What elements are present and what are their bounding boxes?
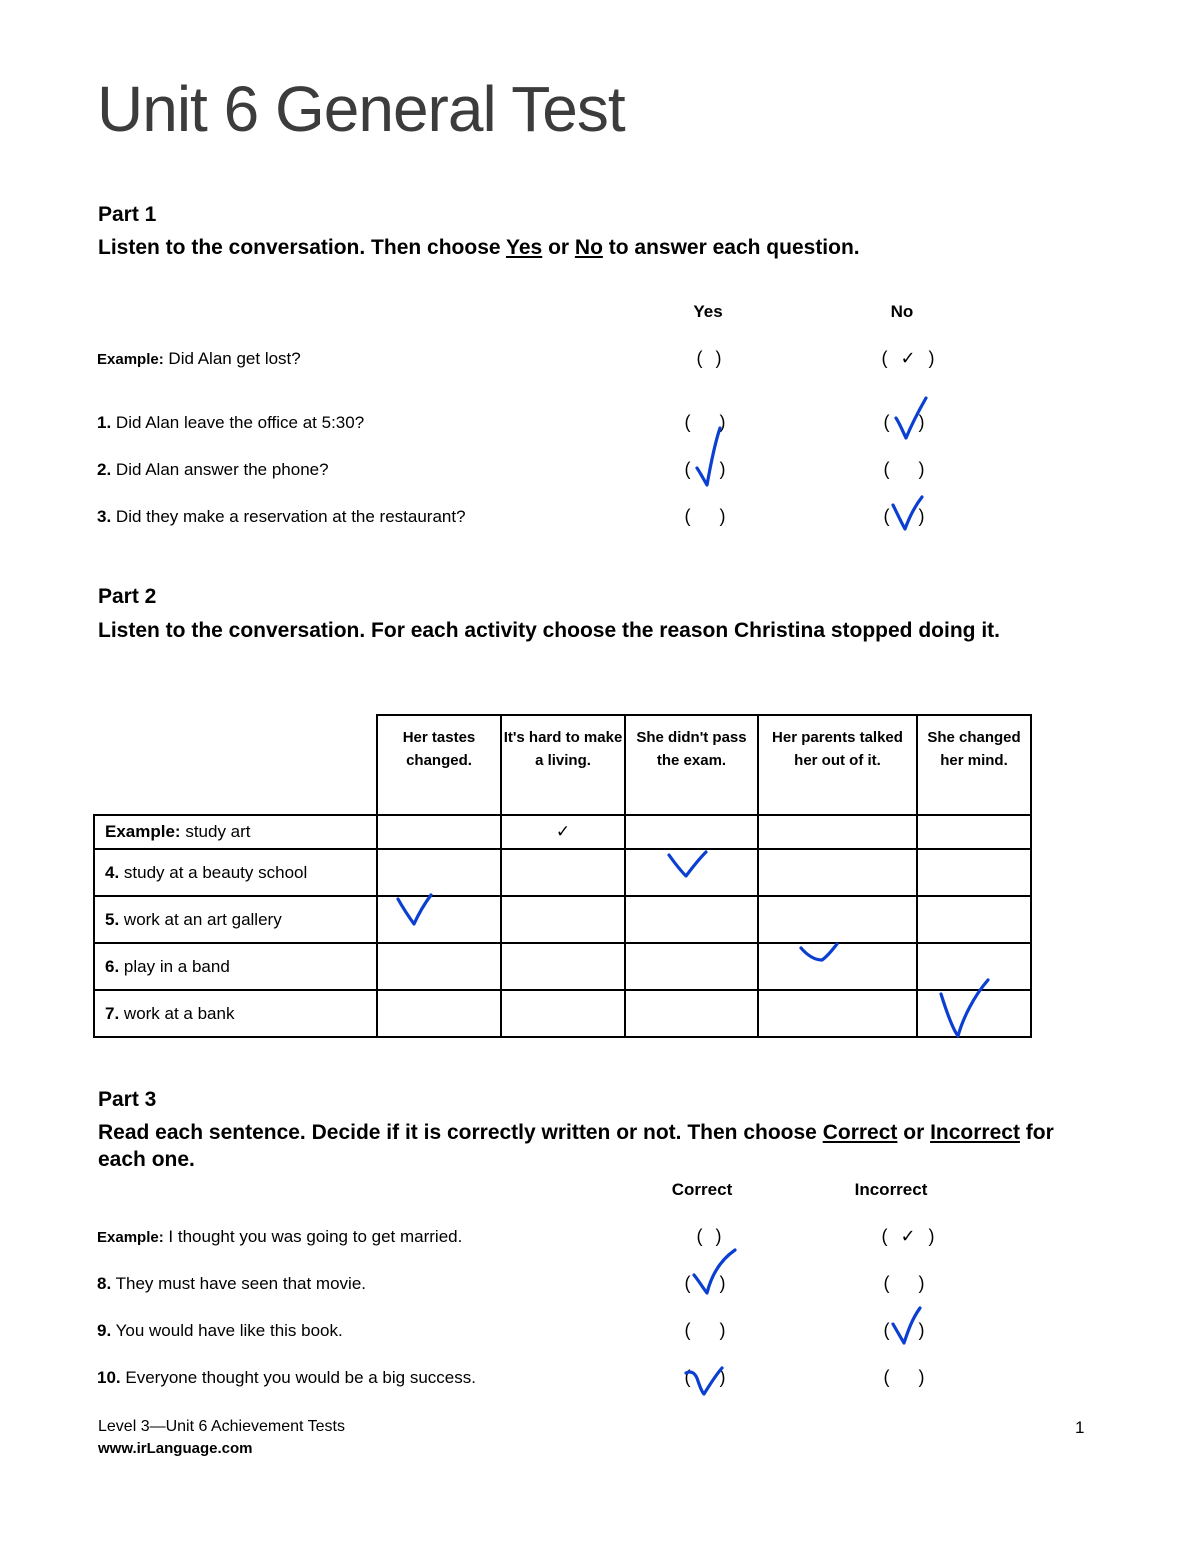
cell[interactable] bbox=[917, 849, 1031, 896]
col-header-living: It's hard to make a living. bbox=[501, 715, 625, 815]
table-row bbox=[94, 896, 1031, 943]
cell[interactable] bbox=[377, 943, 501, 990]
col-header-mind: She changed her mind. bbox=[917, 715, 1031, 815]
cell[interactable] bbox=[501, 990, 625, 1037]
col-header-exam: She didn't pass the exam. bbox=[625, 715, 758, 815]
q10-correct-choice[interactable]: ( ) bbox=[684, 1367, 738, 1387]
example-check-cell[interactable]: ✓ bbox=[501, 815, 625, 849]
cell[interactable] bbox=[758, 943, 917, 990]
table-corner bbox=[94, 715, 377, 815]
part3-instruction: Read each sentence. Decide if it is correctly written or not. Then choose Correct or Incorrect for each one. bbox=[98, 1121, 1054, 1171]
cell[interactable] bbox=[377, 815, 501, 849]
table-row bbox=[94, 849, 1031, 896]
part1-example-yes-choice[interactable]: ( ) bbox=[696, 348, 726, 368]
part3-question-8: 8. They must have seen that movie. bbox=[97, 1274, 367, 1293]
q10-incorrect-choice[interactable]: ( ) bbox=[883, 1367, 937, 1387]
cell[interactable] bbox=[501, 943, 625, 990]
q8-incorrect-choice[interactable]: ( ) bbox=[883, 1273, 937, 1293]
cell[interactable] bbox=[758, 990, 917, 1037]
footer-url[interactable]: www.irLanguage.com bbox=[98, 1440, 253, 1457]
cell[interactable] bbox=[625, 815, 758, 849]
q2-no-choice[interactable]: ( ) bbox=[883, 459, 937, 479]
part3-example: Example: I thought you was going to get married. bbox=[97, 1227, 463, 1246]
part1-label: Part 1 bbox=[98, 203, 157, 226]
part1-example-no-choice[interactable]: ( ✓ ) bbox=[881, 348, 939, 368]
q3-no-choice[interactable]: ( ) bbox=[883, 506, 937, 526]
example-activity: Example: study art bbox=[94, 815, 377, 849]
part3-question-10: 10. Everyone thought you would be a big success. bbox=[97, 1368, 476, 1387]
part3-label: Part 3 bbox=[98, 1088, 157, 1111]
part1-instruction: Listen to the conversation. Then choose Yes or No to answer each question. bbox=[98, 236, 860, 259]
part3-example-correct-choice[interactable]: ( ) bbox=[696, 1226, 726, 1246]
page-number: 1 bbox=[1075, 1418, 1085, 1437]
cell[interactable] bbox=[917, 896, 1031, 943]
q3-yes-choice[interactable]: ( ) bbox=[684, 506, 738, 526]
reasons-table bbox=[93, 714, 1032, 1038]
activity-5: 5. work at an art gallery bbox=[94, 896, 377, 943]
part1-question-1: 1. Did Alan leave the office at 5:30? bbox=[97, 413, 365, 432]
q1-no-choice[interactable]: ( ) bbox=[883, 412, 937, 432]
col-yes-header: Yes bbox=[693, 302, 723, 321]
q2-yes-choice[interactable]: ( ) bbox=[684, 459, 738, 479]
part1-example: Example: Did Alan get lost? bbox=[97, 349, 301, 368]
activity-6: 6. play in a band bbox=[94, 943, 377, 990]
part3-example-incorrect-choice[interactable]: ( ✓ ) bbox=[881, 1226, 939, 1246]
q9-incorrect-choice[interactable]: ( ) bbox=[883, 1320, 937, 1340]
cell[interactable] bbox=[917, 815, 1031, 849]
q8-correct-choice[interactable]: ( ) bbox=[684, 1273, 738, 1293]
col-header-parents: Her parents talked her out of it. bbox=[758, 715, 917, 815]
part2-instruction: Listen to the conversation. For each activity choose the reason Christina stopped doing it. bbox=[98, 619, 1000, 642]
col-header-tastes: Her tastes changed. bbox=[377, 715, 501, 815]
cell[interactable] bbox=[377, 849, 501, 896]
part1-question-3: 3. Did they make a reservation at the restaurant? bbox=[97, 507, 466, 526]
activity-7: 7. work at a bank bbox=[94, 990, 377, 1037]
q1-yes-choice[interactable]: ( ) bbox=[684, 412, 738, 432]
table-row bbox=[94, 990, 1031, 1037]
cell[interactable] bbox=[501, 849, 625, 896]
cell[interactable] bbox=[917, 990, 1031, 1037]
table-row bbox=[94, 815, 1031, 849]
page-title: Unit 6 General Test bbox=[97, 73, 625, 145]
cell[interactable] bbox=[758, 849, 917, 896]
col-correct-header: Correct bbox=[671, 1180, 733, 1199]
cell[interactable] bbox=[625, 896, 758, 943]
cell[interactable] bbox=[501, 896, 625, 943]
cell[interactable] bbox=[625, 943, 758, 990]
part1-question-2: 2. Did Alan answer the phone? bbox=[97, 460, 329, 479]
cell[interactable] bbox=[758, 896, 917, 943]
cell[interactable] bbox=[377, 990, 501, 1037]
cell[interactable] bbox=[917, 943, 1031, 990]
col-incorrect-header: Incorrect bbox=[854, 1180, 928, 1199]
q9-correct-choice[interactable]: ( ) bbox=[684, 1320, 738, 1340]
cell[interactable] bbox=[377, 896, 501, 943]
part3-question-9: 9. You would have like this book. bbox=[97, 1321, 343, 1340]
col-no-header: No bbox=[890, 302, 914, 321]
activity-4: 4. study at a beauty school bbox=[94, 849, 377, 896]
part2-label: Part 2 bbox=[98, 585, 157, 608]
cell[interactable] bbox=[625, 990, 758, 1037]
cell[interactable] bbox=[625, 849, 758, 896]
footer-title: Level 3—Unit 6 Achievement Tests bbox=[98, 1418, 345, 1435]
cell[interactable] bbox=[758, 815, 917, 849]
table-row bbox=[94, 943, 1031, 990]
